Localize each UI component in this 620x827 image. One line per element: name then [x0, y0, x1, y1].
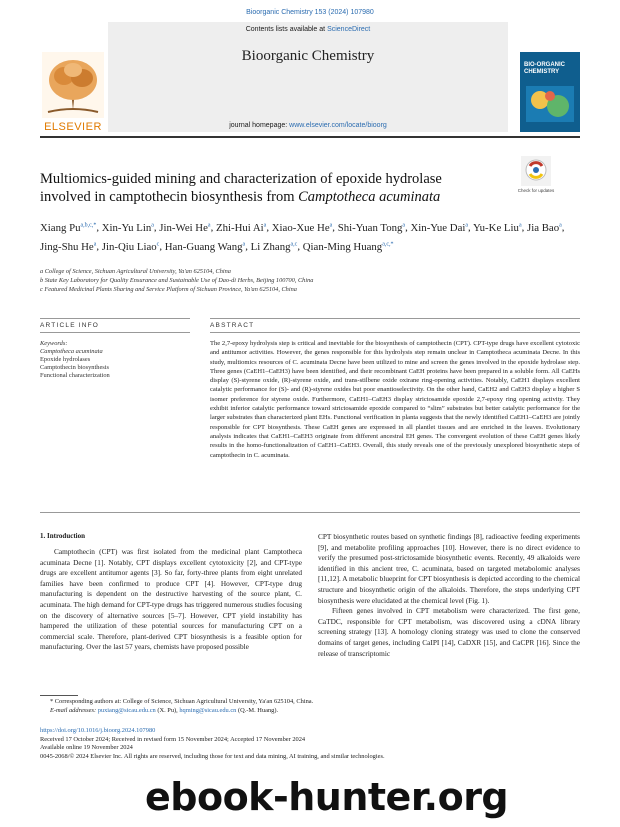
email-link[interactable]: puxiang@sicau.edu.cn [97, 707, 156, 714]
affiliation: b State Key Laboratory for Quality Ensurance and Sustainable Use of Dao-di Herbs, Beijing 100700, China [40, 276, 314, 284]
author-name: Xin-Yu Lin$^a$ [101, 221, 154, 234]
intro-left-column [40, 547, 302, 653]
introduction-heading: 1. Introduction [40, 532, 85, 540]
check-for-updates-label[interactable]: Check for updates [517, 188, 555, 193]
author-name: Yu-Ke Liu$^a$ [473, 221, 522, 234]
author-name: Xin-Yue Dai$^a$ [410, 221, 469, 234]
masthead-rule [40, 136, 580, 138]
history-dates: Received 17 October 2024; Received in revised form 15 November 2024; Accepted 17 November 2024 [40, 735, 306, 743]
intro-paragraph: Fifteen genes involved in CPT metabolism were characterized. The first gene, CaTDC, responsible for CPT metabolism, was discovered using a cDNA library screening strategy [13]. A homology cloning strategy was used to clone the conserved domains of target genes, including CaIPI [14], CaDXR [15], and CaCPR [16]. Since the release of transcriptomic [318, 606, 580, 658]
abstract-heading: ABSTRACT [210, 322, 255, 329]
keyword: Functional characterization [40, 372, 110, 379]
article-info-heading: ARTICLE INFO [40, 322, 100, 329]
affiliation-marker[interactable]: a [465, 222, 469, 228]
footnotes [40, 697, 580, 715]
homepage-line: journal homepage: www.elsevier.com/locate/bioorg [229, 122, 387, 129]
affiliation-marker[interactable]: a [242, 241, 246, 248]
abstract-end-rule [40, 512, 580, 513]
author-name: Han-Guang Wang$^a$ [164, 240, 246, 253]
journal-title: Bioorganic Chemistry [241, 48, 375, 64]
affiliation-marker[interactable]: a [207, 222, 211, 228]
check-for-updates-icon[interactable] [521, 156, 551, 186]
author-name: Xiang Pu$^{a,b,c,*}$ [40, 221, 97, 234]
elsevier-tree-logo [40, 50, 106, 130]
author-name: Qian-Ming Huang$^{a,c,*}$ [302, 240, 394, 253]
affiliation-marker[interactable]: a [151, 222, 154, 228]
article-info-rule [40, 318, 190, 319]
cover-title: BIO-ORGANIC CHEMISTRY [524, 62, 565, 75]
keywords [40, 340, 190, 380]
journal-cover-image [520, 52, 580, 132]
abstract-text: The 2,7-epoxy hydrolysis step is critical and inevitable for the biosynthesis of camptothecin (CPT). CPT-type drugs have excellent cytotoxic and antitumor activities. However, the genes responsible for this hydrolysis step remain unclear in Camptotheca acuminata Decne. In this study, multiomics resources of C. acuminata Decne have been utilized to mine and screen the genes involved in the epoxide hydrolase step. Three genes (CaEH1–CaEH3) have been identified, and their recombinant CaEH proteins have been prepared in a soluble form. All CaEHs display (S)-styrene oxide, (R)-styrene oxide, and trans-stilbene oxide oxirane ring-opening activities. Notably, CaEH1 displays excellent catalytic performance for (S)- and (R)-styrene oxides but poor enantioselectivity. On the other hand, CaEH2 and CaEH3 display a higher S isomer preference for styrene oxide. Furthermore, CaEH1–CaEH3 display strictosamide epoxide 2,7-epoxy ring opening activity. They exhibit inferior catalytic performance toward strictosamide epoxide compared to “slim” substrates but better catalytic performance for the larger substrates than characterized plant EHs. Functional verification in planta suggests that the newly identified CaEH1–CaEH3 are jointly responsible for CPT biosynthesis. These CaEH genes are expressed in all plantlet tissues and are enriched in the leaves. Evolutionary analysis indicates that CaEH1–CaEH3 originate from different ancestral EH genes. The convergent evolution of these CaEH genes likely results in the homo-functionalization of CaEH1–CaEH3. Overall, this study reveals one of the previously unexplored biosynthetic steps of camptothecin in C. acuminata. [210, 340, 580, 459]
cover-art [524, 82, 576, 126]
intro-paragraph: CPT biosynthetic routes based on synthetic findings [8], radioactive feeding experiments [9], and metabolite profiling approaches [10]. However, there is no direct evidence to verify the presumed post-strictosamide biosynthetic events. Recently, 49 alkaloids were identified in this ancient tree, C. acuminata, based on targeted metabolomic analyses [11,12]. A metabolic blueprint for CPT biosynthesis is depicted according to the chemical structure and biosynthetic origin of the alkaloids. Therefore, the steps underlying CPT biosynthesis were elucidated at the chemical level (Fig. 1). [318, 532, 580, 605]
author-name: Jin-Qiu Liao$^c$ [101, 240, 160, 253]
affiliation-marker[interactable]: a [559, 222, 562, 228]
author-name: Xiao-Xue He$^a$ [271, 221, 333, 234]
online-date: Available online 19 November 2024 [40, 744, 133, 751]
affiliation-marker[interactable]: a,c [290, 241, 298, 248]
copyright: 0045-2068/© 2024 Elsevier Inc. All rights are reserved, including those for text and data mining, AI training, and similar technologies. [40, 752, 385, 760]
author-name: Shi-Yuan Tong$^a$ [337, 221, 406, 234]
affiliation-marker[interactable]: a [329, 222, 333, 228]
journal-homepage-link[interactable]: www.elsevier.com/locate/bioorg [289, 122, 387, 129]
keyword: Camptotheca acuminata [40, 348, 103, 355]
doi-block [40, 727, 580, 761]
affiliation-marker[interactable]: a,c,* [382, 241, 394, 248]
author-name: Jing-Shu He$^a$ [40, 240, 97, 253]
affiliation-marker[interactable]: a [263, 222, 267, 228]
abstract-rule [210, 318, 580, 319]
affiliation-marker[interactable]: a [402, 222, 406, 228]
affiliations [40, 268, 580, 294]
email-link[interactable]: hqming@sicau.edu.cn [179, 707, 237, 714]
affiliation: c Featured Medicinal Plants Sharing and Service Platform of Sichuan Province, Ya'an 625104, China [40, 285, 297, 293]
elsevier-wordmark: ELSEVIER [44, 121, 102, 133]
masthead [108, 22, 508, 132]
affiliation-marker[interactable]: c [156, 241, 160, 248]
email-addresses: E-mail addresses: puxiang@sicau.edu.cn (X. Pu), hqming@sicau.edu.cn (Q.-M. Huang). [50, 707, 279, 714]
author-name: Jia Bao$^a$ [527, 221, 562, 234]
doi-link[interactable]: https://doi.org/10.1016/j.bioorg.2024.107980 [40, 727, 156, 734]
journal-ref[interactable]: Bioorganic Chemistry 153 (2024) 107980 [246, 9, 374, 16]
affiliation-marker[interactable]: a,b,c,* [80, 222, 97, 228]
article-info-rule-bottom [40, 332, 190, 333]
keyword: Epoxide hydrolases [40, 356, 91, 363]
intro-right-column [318, 532, 580, 659]
author-list: Xiang Pu$^{a,b,c,*}$, Xin-Yu Lin$^a$, Jin-Wei He$^a$, Zhi-Hui Ai$^a$, Xiao-Xue He$^a$, Shi-Yuan Tong$^a$, Xin-Yue Dai$^a$, Yu-Ke Liu$^a$, Jia Bao$^a$, Jing-Shu He$^a$, Jin-Qiu Liao$^c$, Han-Guang Wang$^a$, Li Zhang$^{a,c}$, Qian-Ming Huang$^{a,c,*}$ [40, 221, 565, 253]
author-name: Jin-Wei He$^a$ [159, 221, 211, 234]
author-name: Li Zhang$^{a,c}$ [250, 240, 298, 253]
intro-paragraph: Camptothecin (CPT) was first isolated from the medicinal plant Camptotheca acuminata Decne [1]. Notably, CPT displays excellent cytotoxicity [2], and CPT-type drugs are excellent antitumor agents [3]. So far, forty-three plants from eight unrelated families have been confirmed to produce CPT [4]. However, CPT-type drug manufacturing is dependent on the destructive harvesting of the source plant, C. acuminata. The high demand for CPT-type drugs has triggered numerous studies focusing on the discovery of alternative sources [5–7]. However, CPT yield instability has hampered the utilization of these potential sources for manufacturing CPT on a commercial scale. Therefore, plant-derived CPT biosynthesis is a feasible option for manufacturing. Over the last 57 years, chemists have proposed possible [40, 547, 302, 652]
author-name: Zhi-Hui Ai$^a$ [215, 221, 267, 234]
sciencedirect-link[interactable]: ScienceDirect [327, 26, 371, 33]
article-title: Multiomics-guided mining and characterization of epoxide hydrolase involved in camptothecin biosynthesis from Camptotheca acuminata [40, 171, 442, 205]
footnote-rule [40, 695, 78, 696]
keyword: Camptothecin biosynthesis [40, 364, 110, 371]
affiliation-marker[interactable]: a [518, 222, 522, 228]
watermark-text: ebook-hunter.org [145, 775, 509, 819]
abstract-rule-bottom [210, 332, 580, 333]
contents-line: Contents lists available at ScienceDirect [245, 26, 371, 33]
keywords-title: Keywords: [40, 340, 68, 347]
affiliation-marker[interactable]: a [93, 241, 97, 248]
corresponding-author-note: * Corresponding authors at: College of Science, Sichuan Agricultural University, Ya'an 625104, China. [50, 698, 314, 705]
affiliation: a College of Science, Sichuan Agricultural University, Ya'an 625104, China [40, 268, 231, 275]
